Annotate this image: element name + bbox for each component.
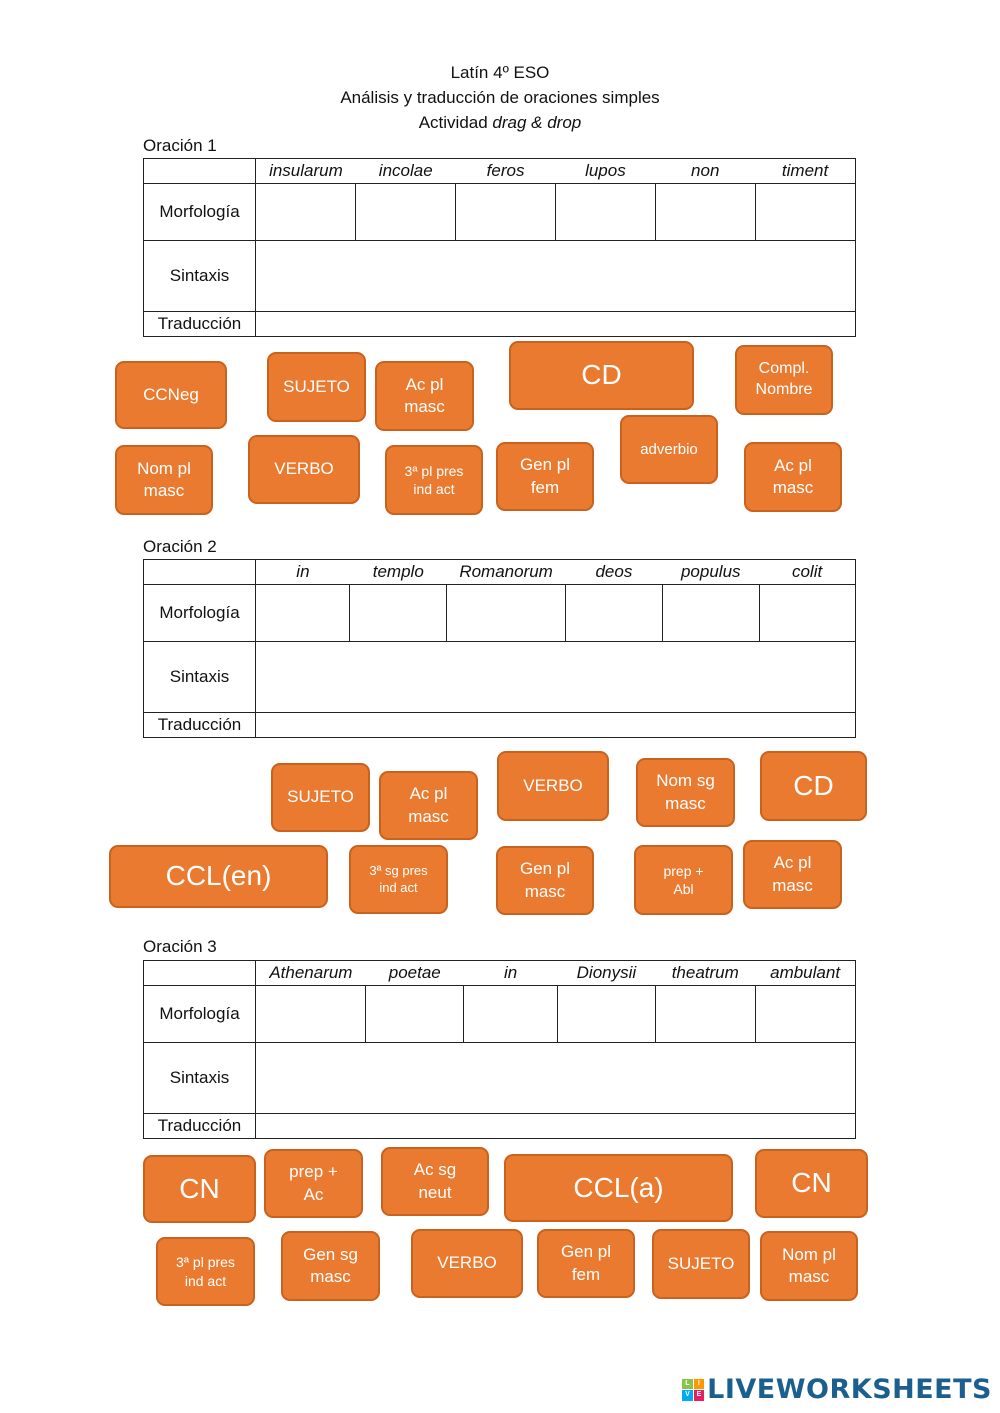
morphology-drop-zone[interactable] — [759, 585, 855, 641]
morphology-drop-zone[interactable] — [365, 986, 463, 1042]
morphology-drop-zone[interactable] — [755, 986, 855, 1042]
draggable-tile[interactable]: SUJETO — [267, 352, 366, 422]
latin-word: Athenarum — [269, 963, 353, 982]
draggable-tile[interactable]: Compl. Nombre — [735, 345, 833, 415]
morphology-row-label: Morfología — [144, 184, 256, 241]
latin-word: ambulant — [770, 963, 841, 982]
draggable-tile[interactable]: CN — [143, 1155, 256, 1223]
morphology-row-label: Morfología — [144, 585, 256, 642]
morphology-drop-zone[interactable] — [355, 184, 455, 240]
morphology-drop-zone[interactable] — [256, 986, 365, 1042]
liveworksheets-wordmark: LIVEWORKSHEETS — [707, 1374, 992, 1405]
morphology-drop-zone[interactable] — [256, 585, 349, 641]
latin-word: feros — [486, 161, 525, 180]
morphology-drop-zone[interactable] — [655, 184, 755, 240]
translation-input[interactable] — [256, 312, 856, 337]
draggable-tile[interactable]: Ac sg neut — [381, 1147, 489, 1216]
syntax-drop-zone[interactable] — [256, 642, 856, 713]
translation-row-label: Traducción — [144, 713, 256, 738]
syntax-row-label: Sintaxis — [144, 241, 256, 312]
latin-word: Dionysii — [576, 963, 637, 982]
syntax-drop-zone[interactable] — [256, 241, 856, 312]
draggable-tile[interactable]: prep + Abl — [634, 845, 733, 915]
sentence-3-analysis-table — [143, 960, 856, 1139]
draggable-tile[interactable]: Gen pl fem — [496, 442, 594, 511]
morphology-drop-zone[interactable] — [463, 986, 557, 1042]
draggable-tile[interactable]: VERBO — [497, 751, 609, 821]
corner-cell — [144, 560, 256, 585]
draggable-tile[interactable]: CD — [760, 751, 867, 821]
latin-word: poetae — [388, 963, 441, 982]
sentence-1-analysis-table — [143, 158, 856, 337]
morphology-drop-zone[interactable] — [455, 184, 555, 240]
latin-word: in — [296, 562, 310, 581]
sentence-3-label: Oración 3 — [143, 937, 217, 956]
corner-cell — [144, 961, 256, 986]
morphology-drop-zone[interactable] — [557, 986, 655, 1042]
latin-word: templo — [372, 562, 424, 581]
course-title: Latín 4º ESO — [450, 63, 550, 82]
draggable-tile[interactable]: Gen sg masc — [281, 1231, 380, 1301]
draggable-tile[interactable]: VERBO — [411, 1229, 523, 1298]
sentence-1-label: Oración 1 — [143, 136, 217, 155]
latin-word: colit — [791, 562, 823, 581]
draggable-tile[interactable]: Gen pl fem — [537, 1229, 635, 1298]
translation-row-label: Traducción — [144, 312, 256, 337]
latin-word: insularum — [269, 161, 343, 180]
draggable-tile[interactable]: Ac pl masc — [379, 771, 478, 840]
latin-word: populus — [680, 562, 741, 581]
morphology-drop-zone[interactable] — [755, 184, 855, 240]
draggable-tile[interactable]: 3ª sg pres ind act — [349, 845, 448, 914]
morphology-drop-zone[interactable] — [655, 986, 755, 1042]
draggable-tile[interactable]: 3ª pl pres ind act — [385, 445, 483, 515]
draggable-tile[interactable]: Ac pl masc — [743, 840, 842, 909]
draggable-tile[interactable]: CD — [509, 341, 694, 410]
morphology-drop-zone[interactable] — [565, 585, 662, 641]
liveworksheets-logo-icon: L I V E — [682, 1379, 704, 1401]
morphology-drop-zone[interactable] — [256, 184, 355, 240]
draggable-tile[interactable]: Nom pl masc — [115, 445, 213, 515]
draggable-tile[interactable]: Nom sg masc — [636, 758, 735, 827]
morphology-drop-zone[interactable] — [662, 585, 759, 641]
draggable-tile[interactable]: Ac pl masc — [744, 442, 842, 512]
draggable-tile[interactable]: adverbio — [620, 415, 718, 484]
syntax-row-label: Sintaxis — [144, 1043, 256, 1114]
draggable-tile[interactable]: Gen pl masc — [496, 846, 594, 915]
draggable-tile[interactable]: CCNeg — [115, 361, 227, 429]
morphology-drop-zone[interactable] — [446, 585, 565, 641]
draggable-tile[interactable]: VERBO — [248, 435, 360, 504]
draggable-tile[interactable]: prep + Ac — [264, 1149, 363, 1218]
latin-word: lupos — [585, 161, 626, 180]
latin-word: timent — [781, 161, 829, 180]
translation-input[interactable] — [256, 1114, 856, 1139]
draggable-tile[interactable]: 3ª pl pres ind act — [156, 1237, 255, 1306]
draggable-tile[interactable]: SUJETO — [271, 763, 370, 832]
translation-input[interactable] — [256, 713, 856, 738]
draggable-tile[interactable]: Nom pl masc — [760, 1231, 858, 1301]
morphology-drop-zone[interactable] — [349, 585, 446, 641]
draggable-tile[interactable]: CCL(en) — [109, 845, 328, 908]
translation-row-label: Traducción — [144, 1114, 256, 1139]
syntax-drop-zone[interactable] — [256, 1043, 856, 1114]
draggable-tile[interactable]: CCL(a) — [504, 1154, 733, 1222]
draggable-tile[interactable]: Ac pl masc — [375, 361, 474, 431]
draggable-tile[interactable]: SUJETO — [652, 1229, 750, 1299]
syntax-row-label: Sintaxis — [144, 642, 256, 713]
worksheet-title: Análisis y traducción de oraciones simples — [340, 88, 660, 107]
latin-word: in — [503, 963, 518, 982]
latin-word: theatrum — [671, 963, 739, 982]
morphology-row-label: Morfología — [144, 986, 256, 1043]
corner-cell — [144, 159, 256, 184]
sentence-2-label: Oración 2 — [143, 537, 217, 556]
morphology-drop-zone[interactable] — [555, 184, 655, 240]
sentence-2-analysis-table — [143, 559, 856, 738]
draggable-tile[interactable]: CN — [755, 1149, 868, 1218]
latin-word: Romanorum — [459, 562, 553, 581]
latin-word: non — [691, 161, 720, 180]
activity-subtitle: Actividad drag & drop — [418, 113, 582, 132]
latin-word: incolae — [378, 161, 433, 180]
liveworksheets-logo — [682, 1374, 992, 1405]
worksheet-header — [0, 60, 1000, 135]
latin-word: deos — [595, 562, 633, 581]
